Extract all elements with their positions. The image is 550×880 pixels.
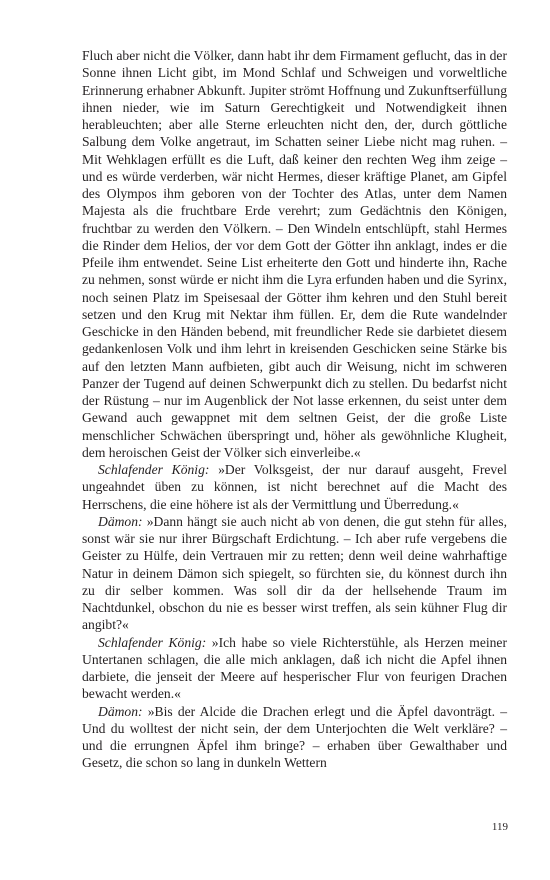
paragraph-text: »Der Volksgeist, der nur darauf ausgeht, Frevel ungeahndet üben zu können, ist nicht berechnet auf die Macht des Herrschens, die eine höhere ist als der Vermittlung und Überredung.«: [82, 462, 508, 512]
speaker-label: Dämon:: [98, 703, 143, 719]
paragraph-text: »Ich habe so viele Richterstühle, als Herzen meiner Untertanen schlagen, die alle mich anklagen, daß ich nicht die Apfel ihnen darbiete, die jenseit der Meere auf hesperischer Flur von feurigen Drachen bewacht werden.«: [82, 634, 507, 702]
paragraph-text: »Bis der Alcide die Drachen erlegt und die Äpfel davonträgt. – Und du wolltest der nicht sein, der dem Unterjochten die Welt verkläre? – und die errungnen Äpfel ihm bringe? – erhaben über Gewalthaber und Gesetz, die schon so lang in dunkeln Wettern: [82, 703, 507, 771]
paragraph-text: »Dann hängt sie auch nicht ab von denen, die gut stehn für alles, sonst wär sie nur ihrer Bürgschaft Erdichtung. – Ich aber rufe vergebens die Geister zu Hülfe, dein Vertrauen mir zu retten; denn weil deine wahrhaftige Natur in deinem Dämon sich spiegelt, so fürchten sie, du könnest durch ihn zu dir selber kommen. Was soll dir da der hellsehende Traum im Nachtdunkel, obschon du nie es besser wirst treffen, als sein kühner Flug dir angibt?«: [82, 513, 507, 633]
paragraph: [82, 513, 507, 634]
paragraph: [82, 47, 507, 461]
paragraph-text: Fluch aber nicht die Völker, dann habt ihr dem Firmament geflucht, das in der Sonne ihnen Licht gibt, im Mond Schlaf und Schweigen und vorweltliche Erinnerung erhabner Abkunft. Jupiter strömt Hoffnung und Zukunftserfüllung ihnen nieder, wie im Saturn Gerechtigkeit und Notwendigkeit ihnen herableuchten; aber alle Sterne erleuchten nicht den, der, durch göttliche Salbung dem Volke angetraut, im Schatten seiner Liebe nicht mag ruhen. – Mit Wehklagen erfüllt es die Luft, daß keiner den rechten Weg ihm zeige – und es würde verderben, wär nicht Hermes, dieser kräftige Planet, am Gipfel des Olympos ihm geboren von der Tochter des Atlas, unter dem Namen Majesta als die fruchtbare Erde verehrt; zum Gedächtnis den Königen, fruchtbar zu werden den Völkern. – Den Windeln entschlüpft, stahl Hermes die Rinder dem Helios, der vor dem Gott der Götter ihn anklagt, indes er die Pfeile ihm entwendet. Seine List erheiterte den Gott und hinderte ihn, Rache zu nehmen, sonst würde er nicht ihm die Lyra erfunden haben und die Syrinx, noch seinen Platz im Speisesaal der Götter ihm kehren und den Stuhl bereit setzen und den Krug mit Nektar ihm füllen. Er, dem die Rute wandelnder Geschicke in den Händen bebend, mit freundlicher Rede sie darbietet diesem gedankenlosen Volk und ihm lehrt in kreisenden Geschicken seine Stärke bis auf den letzten Mann aufbieten, gibt auch dir Weisung, nicht im schweren Panzer der Tugend auf deinen Schwerpunkt dich zu stellen. Du bedarfst nicht der Rüstung – nur im Augenblick der Not lasse erkennen, du seist unter dem Gewand auch gewappnet mit dem seltnen Geist, der die große Liste menschlicher Schwächen überspringt und, höher als gewöhnliche Klugheit, dem heroischen Geist der Völker sich einverleibe.«: [82, 48, 507, 460]
speaker-label: Schlafender König:: [98, 462, 210, 477]
speaker-label: Dämon:: [98, 513, 143, 529]
speaker-label: Schlafender König:: [98, 634, 207, 650]
book-page-text: [82, 47, 507, 772]
paragraph: [82, 703, 507, 772]
page-number: 119: [491, 821, 508, 833]
paragraph: [82, 634, 507, 703]
paragraph: [82, 461, 507, 513]
